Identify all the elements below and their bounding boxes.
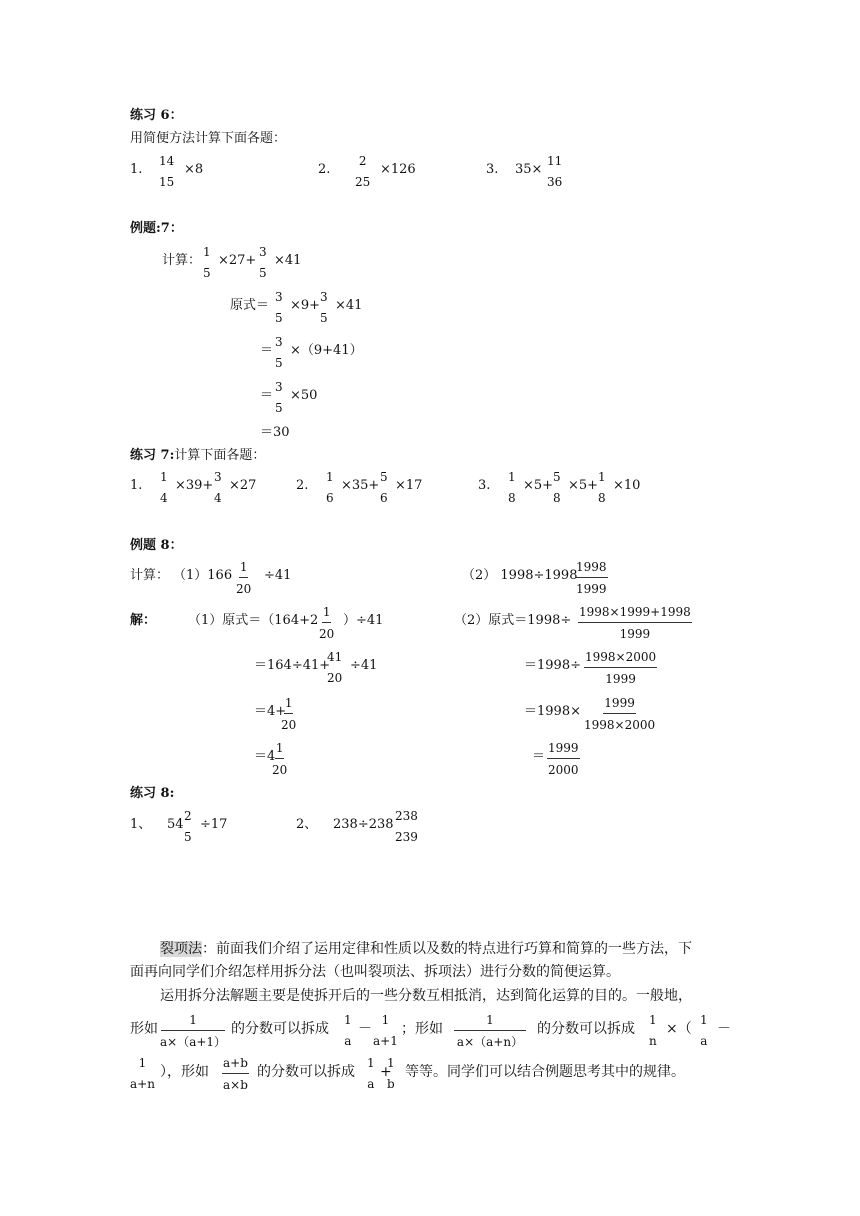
e8-a2-tail: ÷41 [350, 658, 378, 673]
ex6-q3-fraction: 11 36 [547, 154, 563, 189]
p7-q3-frac3: 1 8 [598, 470, 606, 505]
split-method-term: 裂项法 [160, 941, 202, 957]
split-method-intro-line2: 面再向同学们介绍怎样用拆分法（也叫裂项法、拆项法）进行分数的简便运算。 [130, 964, 620, 980]
rule-fraction-1: 1 a×（a+1） [160, 1013, 227, 1049]
p7-q1-tail: ×27 [229, 478, 257, 493]
rule-split-2a: 1 n [648, 1013, 657, 1048]
rule-split-3a: 1 a [367, 1056, 375, 1091]
e8-b4-frac: 1999 2000 [548, 741, 579, 777]
e7-l3-tail: ×50 [290, 388, 318, 403]
e8-b3-frac: 1999 1998×2000 [584, 696, 656, 732]
e8-a2-frac: 41 20 [327, 650, 343, 685]
p7-q3-frac1: 1 8 [508, 470, 516, 505]
rule-split-1b: 1 a+1 [373, 1013, 398, 1048]
e8-c2-frac: 1998 1999 [576, 560, 607, 596]
ex6-q3-pre: 35× [515, 162, 543, 177]
exercise-6-instruction: 用简便方法计算下面各题： [130, 131, 287, 146]
p7-q2-mid: ×35+ [341, 478, 380, 493]
example-8-title: 例题 8： [130, 538, 183, 553]
e7-l0-mid: ×27+ [218, 253, 257, 268]
ex6-q2-tail: ×126 [380, 162, 416, 177]
e7-l1-frac1: 3 5 [275, 290, 283, 325]
p8-q2-frac: 238 239 [395, 809, 418, 844]
e8-a4-frac: 1 20 [272, 741, 288, 777]
p7-q3-number: 3. [478, 478, 491, 493]
rule-fraction-2: 1 a×（a+n） [454, 1012, 526, 1050]
rule-split-2c: 1 a+n [130, 1056, 155, 1091]
ex6-q1-tail: ×8 [184, 162, 204, 177]
p7-q3-mid2: ×5+ [568, 478, 599, 493]
ex6-q3-number: 3. [486, 162, 499, 177]
p7-q2-number: 2. [296, 478, 309, 493]
e7-l3-pre: ＝ [260, 388, 274, 403]
rule-text-3: － [358, 1021, 372, 1037]
e8-a3-pre: ＝4+ [254, 704, 287, 719]
e7-l1-pre: 原式＝ [230, 298, 270, 313]
rule-text-8: ），形如 [160, 1064, 209, 1080]
p7-q1-mid: ×39+ [175, 478, 214, 493]
p8-q1-number: 1、 [130, 817, 152, 832]
p7-q3-frac2: 5 8 [553, 470, 561, 505]
rule-text-7: － [717, 1021, 731, 1037]
e7-l0-frac2: 3 5 [259, 245, 267, 280]
e8-calc-label: 计算： [130, 568, 170, 583]
e8-a1-pre: （1）原式＝（164+2 [188, 613, 319, 628]
rule-text-10: + [380, 1064, 392, 1080]
e7-l3-frac: 3 5 [275, 380, 283, 415]
e7-l4: ＝30 [260, 425, 290, 440]
ex6-q2-number: 2. [318, 162, 331, 177]
p8-q2-number: 2、 [296, 817, 318, 832]
e8-a1-tail: ）÷41 [343, 613, 384, 628]
rule-text-6: ×（ [666, 1021, 692, 1037]
e8-solution-label: 解： [130, 613, 157, 628]
e8-b3-pre: ＝1998× [524, 704, 581, 719]
p7-q2-tail: ×17 [395, 478, 423, 493]
e8-b2-frac: 1998×2000 1999 [585, 650, 657, 686]
rule-split-2b: 1 a [700, 1013, 708, 1048]
rule-text-5: 的分数可以拆成 [537, 1021, 635, 1037]
p8-q1-frac: 2 5 [184, 809, 192, 844]
e8-c1-tail: ÷41 [264, 568, 292, 583]
e7-l0-tail: ×41 [274, 253, 302, 268]
rule-split-3b: 1 b [386, 1056, 395, 1091]
e8-a3-frac: 1 20 [281, 696, 297, 732]
e7-l1-frac2: 3 5 [320, 290, 328, 325]
e7-calc-label: 计算： [162, 253, 202, 268]
e8-b1-frac: 1998×1999+1998 1999 [579, 605, 691, 641]
rule-fraction-3: a+b a×b [223, 1056, 248, 1092]
e7-l1-mid: ×9+ [290, 298, 321, 313]
e7-l0-frac1: 1 5 [203, 245, 211, 280]
rule-text-4: ；形如 [401, 1021, 443, 1037]
e8-b2-pre: ＝1998÷ [524, 658, 581, 673]
e8-a4-pre: ＝4 [254, 749, 276, 764]
ex6-q1-number: 1. [130, 162, 143, 177]
rule-text-9: 的分数可以拆成 [257, 1064, 355, 1080]
rule-split-1a: 1 a [344, 1013, 352, 1048]
exercise-8-title: 练习 8: [130, 786, 175, 801]
p7-q3-tail: ×10 [613, 478, 641, 493]
p7-q1-frac1: 1 4 [160, 470, 168, 505]
e7-l1-tail: ×41 [335, 298, 363, 313]
e8-b1-pre: （2）原式＝1998÷ [454, 613, 572, 628]
e8-a2-pre: ＝164÷41+ [254, 658, 331, 673]
p8-q1-tail: ÷17 [200, 817, 228, 832]
e7-l2-frac: 3 5 [275, 335, 283, 370]
p8-q2-pre: 238÷238 [333, 817, 394, 832]
p7-q1-number: 1. [130, 478, 143, 493]
split-method-intro-line1: 裂项法：前面我们介绍了运用定律和性质以及数的特点进行巧算和简算的一些方法，下 [160, 941, 692, 957]
rule-text-2: 的分数可以拆成 [231, 1021, 329, 1037]
e8-b4-pre: ＝ [532, 749, 546, 764]
p8-q1-pre: 54 [167, 817, 184, 832]
exercise-7-heading: 练习 7:计算下面各题： [130, 448, 266, 463]
p7-q2-frac2: 5 6 [380, 470, 388, 505]
rule-text-11: 等等。同学们可以结合例题思考其中的规律。 [405, 1064, 685, 1080]
exercise-6-title: 练习 6： [130, 108, 183, 123]
e7-l2-pre: ＝ [260, 343, 274, 358]
e8-c2-pre: （2） 1998÷1998 [462, 568, 578, 583]
ex6-q2-fraction: 2 25 [355, 154, 371, 189]
e8-c1-frac: 1 20 [236, 560, 252, 596]
e7-l2-tail: ×（9+41） [290, 343, 363, 358]
e8-a1-frac: 1 20 [319, 605, 335, 641]
e8-c1-pre: （1）166 [173, 568, 233, 583]
p7-q2-frac1: 1 6 [326, 470, 334, 505]
p7-q1-frac2: 3 4 [214, 470, 222, 505]
ex6-q1-fraction: 14 15 [159, 154, 175, 189]
p7-q3-mid1: ×5+ [523, 478, 554, 493]
split-method-purpose: 运用拆分法解题主要是使拆开后的一些分数互相抵消，达到简化运算的目的。一般地， [160, 988, 692, 1004]
example-7-title: 例题:7： [130, 221, 183, 236]
rule-text-1: 形如 [130, 1021, 158, 1037]
